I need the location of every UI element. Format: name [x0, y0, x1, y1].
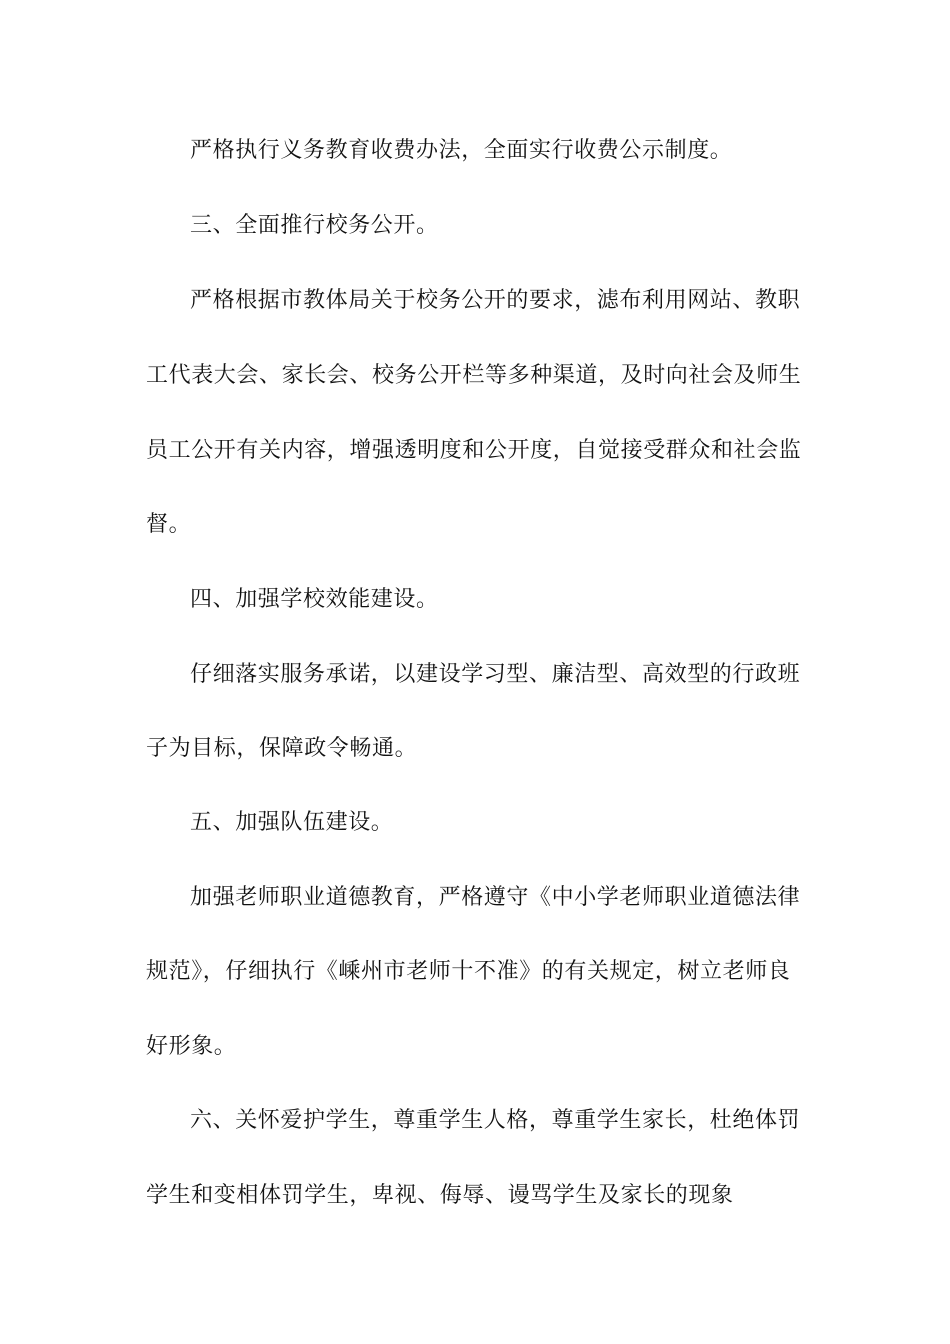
paragraph-line: 规范》，仔细执行《嵊州市老师十不准》的有关规定，树立老师良: [146, 959, 791, 984]
paragraph-line: 好形象。: [146, 1034, 237, 1059]
paragraph-line: 督。: [146, 512, 192, 537]
paragraph-line: 仔细落实服务承诺，以建设学习型、廉洁型、高效型的行政班: [190, 662, 801, 687]
section-heading-3: 三、全面推行校务公开。: [190, 213, 439, 238]
paragraph-line: 员工公开有关内容，增强透明度和公开度，自觉接受群众和社会监: [146, 438, 802, 463]
section-heading-6: 六、关怀爱护学生，尊重学生人格，尊重学生家长，杜绝体罚: [190, 1108, 801, 1133]
section-heading-5: 五、加强队伍建设。: [190, 810, 394, 835]
paragraph-line: 严格根据市教体局关于校务公开的要求，滤布利用网站、教职: [190, 288, 801, 313]
paragraph-line: 子为目标，保障政令畅通。: [146, 736, 418, 761]
paragraph-line: 加强老师职业道德教育，严格遵守《中小学老师职业道德法律: [190, 885, 801, 910]
paragraph-line: 工代表大会、家长会、校务公开栏等多种渠道，及时向社会及师生: [146, 363, 802, 388]
paragraph-line: 学生和变相体罚学生，卑视、侮辱、谩骂学生及家长的现象: [146, 1183, 734, 1208]
paragraph-fee-rules: 严格执行义务教育收费办法，全面实行收费公示制度。: [190, 138, 733, 163]
section-heading-4: 四、加强学校效能建设。: [190, 587, 439, 612]
